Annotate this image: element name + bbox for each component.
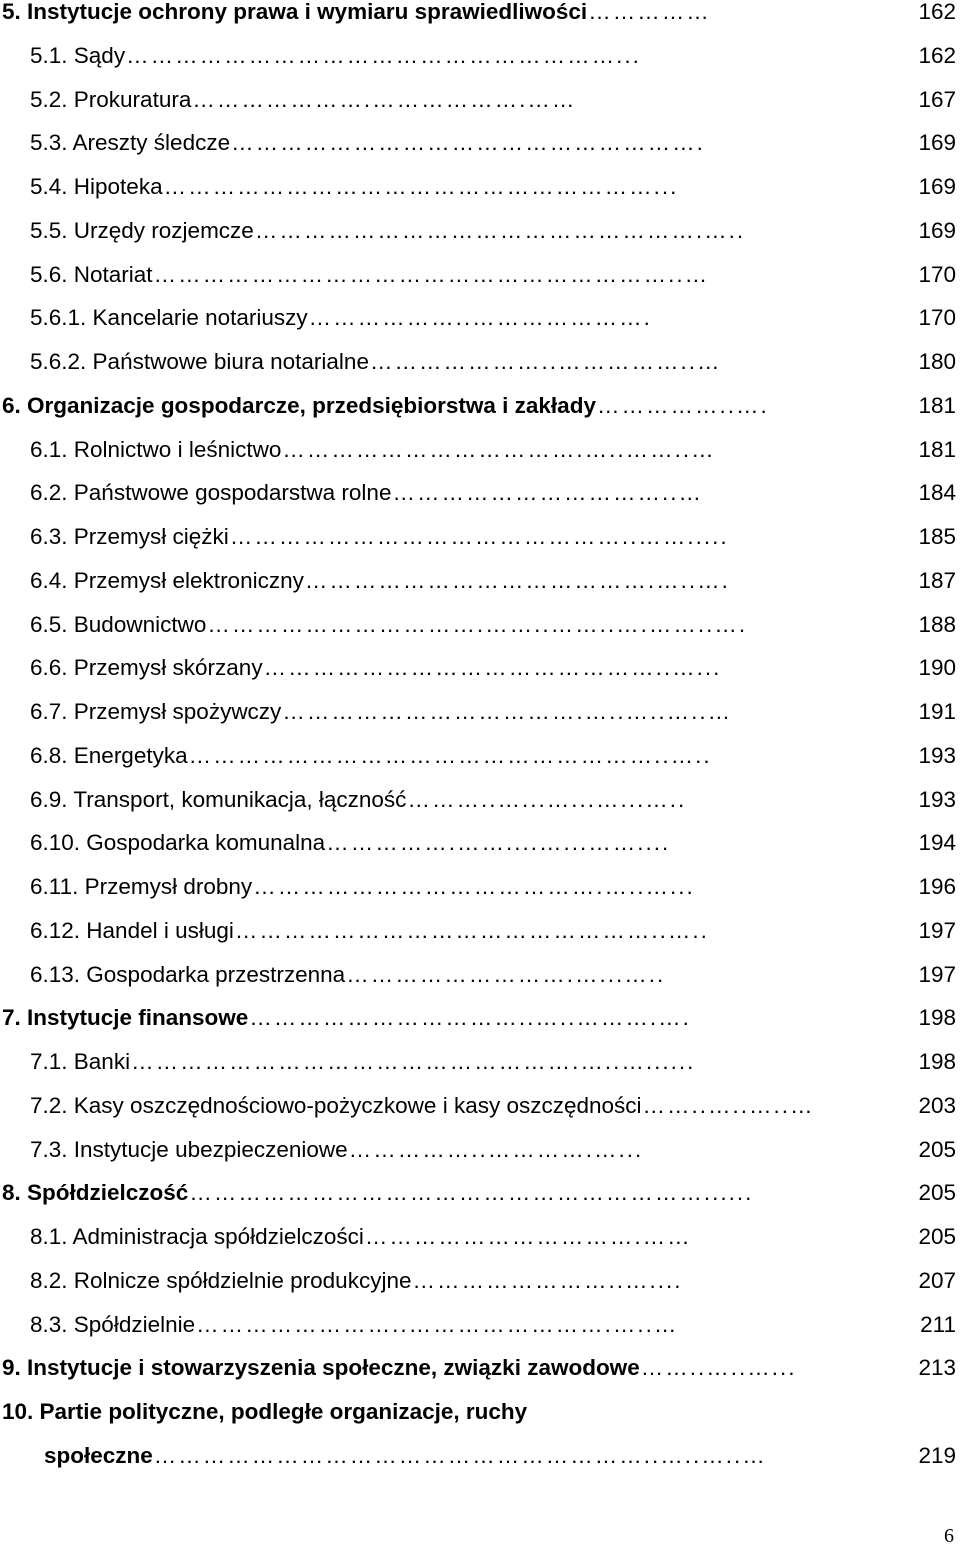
toc-entry [2,1171,956,1215]
toc-entry-title: 6.12. Handel i usługi [30,917,234,943]
toc-page-number: 162 [918,42,956,68]
toc-entry [30,953,956,997]
toc-dot-leader: ……………………………………………………..…..…..… [153,1442,767,1468]
toc-entry [30,909,956,953]
toc-dot-leader: ……………………………….…..…..…..… [282,699,733,724]
toc-page-number: 167 [918,86,956,112]
toc-dot-leader: ………………..…………………. [308,305,652,331]
toc-entry [30,1259,956,1303]
toc-entry [30,340,956,384]
toc-entry-title: 6.1. Rolnictwo i leśnictwo [30,436,282,462]
toc-entry [2,1390,956,1434]
toc-page-number: 187 [918,567,956,593]
toc-entry [30,1128,956,1172]
toc-entry-title: 6.3. Przemysł ciężki [30,524,229,549]
toc-entry [30,603,956,647]
toc-page-number: 198 [918,1005,956,1031]
toc-dot-leader: ……………..…. [596,392,769,418]
toc-page-number: 207 [918,1267,956,1293]
toc-dot-leader: ……..…..…... [640,1355,797,1381]
toc-page-number: 205 [918,1136,956,1162]
toc-page-number: 170 [918,261,956,287]
toc-page-number: 169 [918,130,956,156]
toc-entry [30,1040,956,1084]
toc-page-number: 170 [918,305,956,331]
toc-entry-title: 6.7. Przemysł spożywczy [30,699,282,724]
toc-entry-title: 5.4. Hipoteka [30,174,163,199]
toc-page-number: 219 [918,1442,956,1468]
toc-entry [2,996,956,1040]
toc-dot-leader: …………………………………….…..…... [253,874,695,899]
toc-dot-leader: ……………………………….…..……..… [282,436,716,462]
toc-dot-leader: ……………………………………………..….. [234,917,709,943]
toc-dot-leader: …………………………………………………..….. [188,742,712,768]
toc-entry [30,296,956,340]
toc-entry [2,384,956,428]
toc-entry [30,121,956,165]
toc-dot-leader: …………….……....…...…….... [326,830,671,856]
toc-entry-title: 5.6.2. Państwowe biura notarialne [30,349,369,374]
toc-entry-title: 6.4. Przemysł elektroniczny [30,567,304,593]
toc-dot-leader: ……………………………………………….…..…...... [131,1049,696,1074]
toc-page-number: 185 [918,524,956,549]
toc-dot-leader: ……………..………….…... [348,1136,644,1162]
toc-entry [30,165,956,209]
toc-dot-leader: ………..…...…...…...….. [407,786,687,812]
toc-entry [30,734,956,778]
toc-dot-leader: …………………………………………..…... [263,655,722,681]
toc-entry [30,865,956,909]
toc-entry-title: 7. Instytucje finansowe [2,1005,249,1031]
toc-dot-leader: …………… [588,0,711,24]
toc-page-number: 169 [918,217,956,243]
toc-entry-title: 9. Instytucje i stowarzyszenia społeczne, związki zawodowe [2,1355,640,1381]
toc-entry-title: 6.9. Transport, komunikacja, łączność [30,786,407,812]
toc-entry-title: 6.8. Energetyka [30,742,188,768]
toc-dot-leader: ………………….……………….…… [192,86,577,112]
toc-dot-leader: …………………………….…… [364,1224,692,1249]
toc-page-number: 188 [918,611,956,637]
toc-entry-title: 6.11. Przemysł drobny [30,874,253,899]
toc-dot-leader: …………………………………….…..…. [304,567,730,593]
toc-entry [30,78,956,122]
toc-entry-title: 7.3. Instytucje ubezpieczeniowe [30,1136,348,1162]
toc-page-number: 196 [918,874,956,899]
toc-entry-title: 5.3. Areszty śledcze [30,130,231,156]
toc-entry-title: 5.5. Urzędy rozjemcze [30,217,254,243]
toc-page-number: 180 [918,349,956,374]
toc-entry-title: 6.6. Przemysł skórzany [30,655,263,681]
toc-entry-title: 7.1. Banki [30,1049,131,1074]
toc-page-number: 193 [918,742,956,768]
toc-entry [30,821,956,865]
toc-entry-title: społeczne [44,1442,153,1468]
toc-page-number: 190 [918,655,956,681]
toc-entry-title: 5.6. Notariat [30,261,153,287]
toc-page-number: 205 [918,1180,956,1206]
toc-page-number: 198 [918,1049,956,1074]
toc-page-number: 211 [920,1311,956,1337]
toc-entry-title: 8. Spółdzielczość [2,1180,189,1206]
toc-dot-leader: ……………………………..… [392,480,703,506]
toc-entry [30,778,956,822]
toc-page-number: 184 [918,480,956,506]
toc-entry [2,0,956,34]
toc-entry-title: 6. Organizacje gospodarcze, przedsiębiorstwa i zakłady [2,392,596,418]
toc-entry [30,515,956,559]
toc-page-number: 169 [918,174,956,199]
toc-entry [44,1434,956,1478]
toc-page-number: 191 [918,699,956,724]
toc-dot-leader: ……………………….…...….. [346,961,666,987]
toc-entry [30,690,956,734]
toc-entry-title: 8.3. Spółdzielnie [30,1311,196,1337]
toc-entry [30,1084,956,1128]
toc-dot-leader: ……………………………………………….….. [254,217,746,243]
toc-dot-leader: ………………………………………………………..… [153,261,710,287]
toc-dot-leader: ……..…..…..… [642,1092,815,1118]
toc-entry-title: 6.13. Gospodarka przestrzenna [30,961,346,987]
toc-page-number: 197 [918,961,956,987]
toc-dot-leader: …………………………………………………. [231,130,705,156]
toc-entry [30,559,956,603]
toc-page-number: 197 [918,917,956,943]
toc-dot-leader: ………………………………………………………...... [189,1180,754,1206]
toc-entry-title: 6.5. Budownictwo [30,611,207,637]
toc-entry [30,471,956,515]
toc-entry-title: 6.2. Państwowe gospodarstwa rolne [30,480,392,506]
toc-entry-title: 7.2. Kasy oszczędnościowo-pożyczkowe i kasy oszczędności [30,1092,642,1118]
toc-dot-leader: …………………..……………..… [369,349,722,374]
toc-page-number: 181 [918,392,956,418]
toc-entry-title: 8.2. Rolnicze spółdzielnie produkcyjne [30,1267,412,1293]
toc-page-number: 205 [918,1224,956,1249]
toc-dot-leader: …………………………………………..……..... [229,524,729,549]
toc-page-number: 213 [918,1355,956,1381]
toc-dot-leader: ……………………..….... [412,1267,683,1293]
toc-entry-title: 5. Instytucje ochrony prawa i wymiaru sprawiedliwości [2,0,588,24]
toc-entry [30,1303,956,1347]
toc-entry [30,209,956,253]
toc-entry [30,646,956,690]
toc-page-number: 203 [918,1092,956,1118]
toc-dot-leader: …………………………….……..……..….……..…. [207,611,748,637]
toc-entry-title: 5.1. Sądy [30,42,126,68]
toc-entry [30,34,956,78]
toc-entry [2,1346,956,1390]
toc-dot-leader: ……………………………………………………... [126,42,641,68]
page-number: 6 [944,1525,954,1547]
toc-page-number: 181 [918,436,956,462]
toc-entry [30,1215,956,1259]
toc-entry [30,253,956,297]
toc-page-number: 162 [918,0,956,24]
toc-dot-leader: ……………………………..…..……….…. [249,1005,691,1031]
toc-entry-title: 5.6.1. Kancelarie notariuszy [30,305,308,331]
toc-entry [30,428,956,472]
toc-entry-title: 6.10. Gospodarka komunalna [30,830,326,856]
toc-entry-title: 5.2. Prokuratura [30,86,192,112]
toc-page-number: 193 [918,786,956,812]
toc-entry-title: 8.1. Administracja spółdzielczości [30,1224,364,1249]
toc-dot-leader: ……………………..…………………….…..… [196,1311,679,1337]
toc-page-number: 194 [918,830,956,856]
toc-dot-leader: ……………………………………………………... [163,174,679,199]
toc-entry-title: 10. Partie polityczne, podległe organizacje, ruchy [2,1399,528,1424]
